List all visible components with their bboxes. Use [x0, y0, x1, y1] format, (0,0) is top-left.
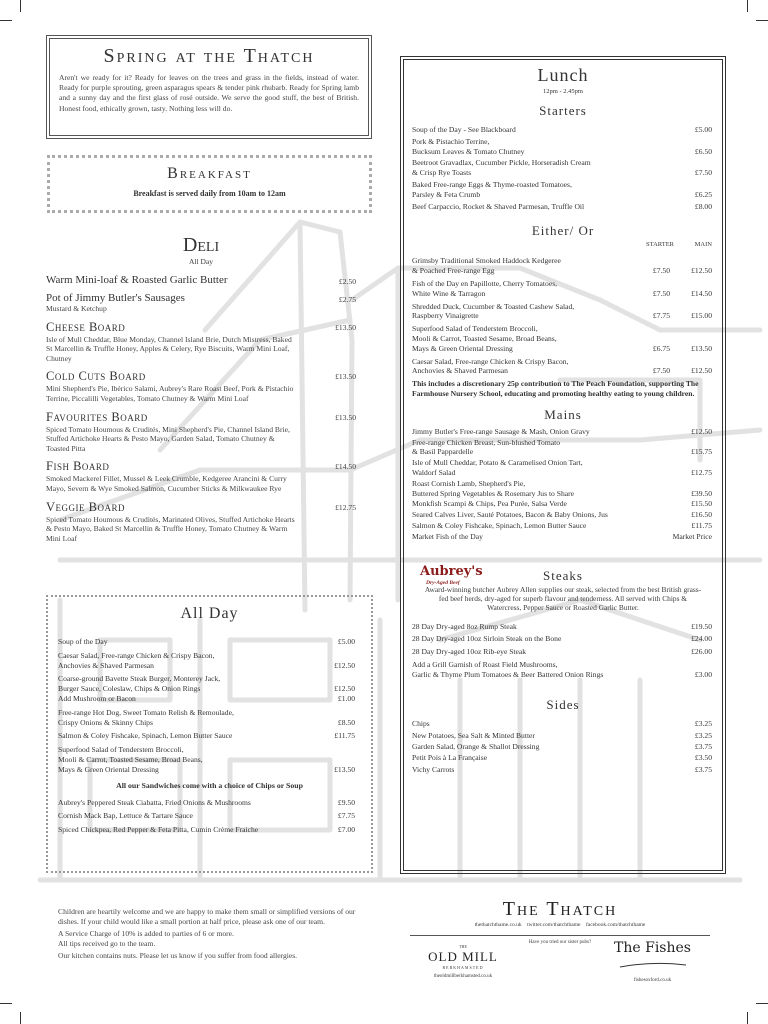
menu-item-name: Coarse-ground Bavette Steak Burger, Monterey Jack, Burger Sauce, Coleslaw, Chips & Onion Rings Add Mushroom or Bacon: [58, 674, 221, 703]
menu-row: [58, 674, 361, 703]
main-price: £15.00: [691, 311, 712, 321]
breakfast-text: Breakfast is served daily from 10am to 12am: [133, 189, 286, 198]
old-mill-place: BERKHAMSTED: [442, 965, 484, 970]
menu-item-name: Roast Cornish Lamb, Shepherd's Pie, Buttered Spring Vegetables & Rosemary Jus to Share: [412, 478, 575, 498]
deli-item-name: Favourites Board: [46, 409, 148, 424]
footnote: Children are heartily welcome and we are happy to make them small or simplified versions of our dishes. If your child would like a small portion at half price, please ask one of our team.: [58, 907, 356, 926]
menu-item-name: Soup of the Day - See Blackboard: [412, 125, 516, 134]
menu-item-name: New Potatoes, Sea Salt & Minted Butter: [412, 730, 535, 740]
menu-row: [412, 458, 714, 478]
menu-item-price: £15.50: [691, 499, 712, 509]
menu-item-price: £12.50: [691, 426, 712, 436]
deli-item-price: £14.50: [335, 462, 356, 472]
menu-item-price: £39.50: [691, 488, 712, 498]
starter-price: £7.50: [652, 366, 670, 376]
starter-price: £7.50: [652, 288, 670, 298]
menu-row: [412, 521, 714, 531]
deli-item: [46, 459, 356, 493]
menu-row: [412, 622, 714, 632]
deli-item-desc: Spiced Tomato Houmous & Crudités, Marinated Olives, Stuffed Artichoke Hearts & Pesto Mayo, Baked St Marcellin & Truffle Honey, Tomato Chutney & Warm Mini Loaf: [46, 514, 295, 543]
all-day-box: [46, 595, 373, 873]
deli-item-desc: Smoked Mackerel Fillet, Mussel & Leek Crumble, Kedgeree Arancini & Curry Mayo, Severn & Wye Smoked Salmon, Cucumber Sticks & Milkwaukee Rye: [46, 474, 287, 493]
deli-item-price: £13.50: [335, 372, 356, 382]
old-mill-the: THE: [459, 944, 467, 949]
brand-links: [410, 922, 710, 928]
menu-item-price: £11.75: [334, 731, 355, 741]
steaks-list: [412, 622, 714, 680]
menu-row: [58, 825, 361, 835]
menu-item-price: £12.75: [691, 467, 712, 477]
menu-item-name: Beef Carpaccio, Rocket & Shaved Parmesan, Truffle Oil: [412, 201, 585, 211]
deli-item-name: Veggie Board: [46, 499, 125, 514]
steaks-intro: Award-winning butcher Aubrey Allen supplies our steak, selected from the best British grass-fed beef herds, dry-aged for superb flavour and tenderness. All served with Chips & Watercress, Pepper Sauce or Roasted Garlic Butter.: [424, 584, 702, 613]
all-day-list: [58, 637, 361, 775]
menu-item-name: Spiced Chickpea, Red Pepper & Feta Pitta, Cumin Crème Fraiche: [58, 825, 259, 835]
menu-item-price: £11.75: [691, 520, 712, 530]
sandwich-list: [58, 798, 361, 835]
menu-item-name: Superfood Salad of Tenderstem Broccoli, Mooli & Carrot, Toasted Sesame, Broad Beans, Mays & Green Oriental Dressing: [58, 745, 203, 774]
main-price: £12.50: [691, 366, 712, 376]
old-mill-logo[interactable]: [418, 944, 508, 979]
starter-price: £7.50: [652, 266, 670, 276]
either-or-title: Either/ Or: [531, 223, 595, 239]
menu-row: [412, 753, 714, 763]
menu-item-name: Add a Grill Garnish of Roast Field Mushrooms, Garlic & Thyme Plum Tomatoes & Beer Battered Onion Rings: [412, 659, 604, 679]
sister-divider: [410, 930, 710, 945]
menu-row: [412, 660, 714, 680]
main-price: £14.50: [691, 288, 712, 298]
menu-item-price: £13.50: [334, 764, 355, 774]
menu-item-name: Soup of the Day: [58, 637, 108, 646]
menu-row: [412, 158, 714, 178]
facebook-link[interactable]: facebook.com/thatchthame: [585, 922, 646, 928]
starters-list: [412, 125, 714, 211]
menu-item-price: £7.00: [337, 825, 355, 835]
menu-row: [412, 137, 714, 157]
sister-pubs-prompt: Have you tried our sister pubs?: [526, 940, 594, 945]
menu-row: [58, 651, 361, 671]
sides-list: [412, 719, 714, 774]
deli-list: [46, 274, 356, 543]
twitter-link[interactable]: twitter.com/thatchthame: [527, 922, 581, 928]
menu-item-name: Salmon & Coley Fishcake, Spinach, Lemon Butter Sauce: [412, 520, 587, 530]
menu-item-price: £7.50: [694, 168, 712, 178]
menu-item-name: Seared Calves Liver, Sauté Potatoes, Bacon & Baby Onions, Jus: [412, 510, 608, 520]
fishes-name: The Fishes: [614, 940, 691, 956]
menu-row: [412, 742, 714, 752]
lunch-box: [400, 56, 726, 874]
deli-section: [46, 234, 356, 543]
old-mill-name: OLD MILL: [428, 949, 498, 964]
fishes-url: fishesoxford.co.uk: [633, 978, 672, 983]
either-or-row: [412, 357, 714, 377]
menu-row: [412, 180, 714, 200]
all-day-title: All Day: [180, 605, 239, 622]
menu-item-price: £8.00: [694, 201, 712, 211]
mains-title: Mains: [544, 406, 582, 422]
deli-item-name: Cold Cuts Board: [46, 369, 146, 384]
menu-item-price: £6.50: [694, 146, 712, 156]
menu-item-price: £19.50: [691, 621, 712, 631]
main-column-label: MAIN: [694, 241, 712, 249]
menu-item-name: Market Fish of the Day: [412, 531, 483, 541]
menu-row: [412, 202, 714, 212]
deli-item-desc: Mustard & Ketchup: [46, 304, 107, 313]
menu-item-name: Shredded Duck, Cucumber & Toasted Cashew Salad, Raspberry Vinaigrette: [412, 301, 575, 321]
either-or-row: [412, 256, 714, 276]
menu-item-name: Cornish Mack Bap, Lettuce & Tartare Sauce: [58, 811, 193, 821]
lunch-inner: [403, 59, 723, 871]
breakfast-title: Breakfast: [167, 165, 252, 182]
menu-row: [412, 719, 714, 729]
menu-item-price: £26.00: [691, 647, 712, 657]
either-or-list: [412, 256, 714, 376]
menu-item-price: £7.75: [337, 811, 355, 821]
website-link[interactable]: thethatchthame.co.uk: [474, 922, 522, 928]
spring-intro-inner: [49, 38, 369, 136]
menu-item-name: Caesar Salad, Free-range Chicken & Crispy Bacon, Anchovies & Shaved Parmesan: [412, 356, 569, 376]
menu-row: [58, 745, 361, 774]
deli-subtitle: All Day: [189, 257, 213, 266]
menu-row: [412, 765, 714, 775]
menu-item-name: Grimsby Traditional Smoked Haddock Kedgeree & Poached Free-range Egg: [412, 256, 561, 276]
menu-item-name: Free-range Chicken Breast, Sun-blushed Tomato & Basil Pappardelle: [412, 437, 561, 457]
lunch-title: Lunch: [537, 65, 589, 85]
deli-item-price: £13.50: [335, 412, 356, 422]
deli-item-name: Pot of Jimmy Butler's Sausages: [46, 292, 185, 304]
deli-item-desc: Mini Shepherd's Pie, Ibérico Salami, Aubrey's Rare Roast Beef, Pork & Pistachio Terrine, Piccalilli Vegetables, Tomato Chutney & Warm Mini Loaf: [46, 384, 294, 403]
menu-row: [58, 731, 361, 741]
fishes-swoosh-icon: [618, 961, 688, 969]
menu-row: [412, 634, 714, 644]
menu-row: [58, 798, 361, 808]
menu-item-price: £24.00: [691, 634, 712, 644]
menu-item-price: £6.25: [694, 189, 712, 199]
menu-item-price: £12.50 £1.00: [334, 684, 355, 703]
main-price: £12.50: [691, 266, 712, 276]
menu-item-price: £3.75: [694, 764, 712, 774]
brand-name: The Thatch: [502, 898, 618, 920]
divider-line: [410, 935, 710, 936]
aubreys-logo: Aubrey's: [420, 563, 483, 579]
either-or-row: [412, 324, 714, 353]
brand-footer: [410, 898, 710, 990]
menu-item-price: £8.50: [337, 717, 355, 727]
menu-row: [412, 647, 714, 657]
breakfast-box: [47, 155, 372, 213]
either-or-row: [412, 279, 714, 299]
menu-item-name: 28 Day Dry-aged 10oz Sirloin Steak on the Bone: [412, 634, 562, 644]
spring-title: Spring at the Thatch: [103, 45, 315, 67]
menu-item-price: £3.00: [694, 669, 712, 679]
menu-item-price: £16.50: [691, 510, 712, 520]
footer-notes: [58, 907, 358, 964]
footnote: Our kitchen contains nuts. Please let us know if you suffer from food allergies.: [58, 951, 298, 961]
menu-row: [58, 811, 361, 821]
menu-item-price: £3.25: [694, 730, 712, 740]
spring-text: Aren't we ready for it? Ready for leaves on the trees and grass in the fields, instead of water. Ready for purple sprouting, green asparagus spears & tender pink rhubarb. Ready for Spring lamb and a sunny day and the first glass of rosé outside. We serve the good stuff, the best of British. Honest food, ethically grown, tasty. Nothing less will do.: [59, 73, 359, 113]
menu-row: [412, 125, 714, 135]
sides-title: Sides: [546, 697, 580, 713]
footnote: A Service Charge of 10% is added to parties of 6 or more. All tips received go to the team.: [58, 929, 234, 948]
menu-item-name: Petit Pois à La Française: [412, 753, 488, 763]
menu-item-name: Fish of the Day en Papillotte, Cherry Tomatoes, White Wine & Tarragon: [412, 278, 558, 298]
fishes-logo[interactable]: [605, 940, 700, 983]
menu-row: [412, 532, 714, 542]
peach-foundation-note: This includes a discretionary 25p contribution to The Peach Foundation, supporting The Farmhouse Nursery School, educating and promoting healthy eating to young children.: [412, 379, 699, 398]
menu-item-name: Superfood Salad of Tenderstem Broccoli, Mooli & Carrot, Toasted Sesame, Broad Beans, Mays & Green Oriental Dressing: [412, 324, 557, 353]
deli-item: [46, 369, 356, 403]
starters-title: Starters: [539, 103, 587, 118]
menu-item-name: Jimmy Butler's Free-range Sausage & Mash, Onion Gravy: [412, 426, 590, 436]
menu-item-name: 28 Day Dry-aged 8oz Rump Steak: [412, 621, 517, 631]
lunch-time: 12pm - 2.45pm: [543, 88, 583, 95]
menu-row: [412, 427, 714, 437]
spring-intro-box: [46, 35, 372, 139]
aubreys-tagline: Dry-Aged Beef: [426, 579, 460, 586]
deli-title: Deli: [182, 234, 220, 256]
menu-item-name: Beetroot Gravadlax, Cucumber Pickle, Horseradish Cream & Crisp Rye Toasts: [412, 158, 591, 178]
deli-item: [46, 500, 356, 544]
deli-item-desc: Spiced Tomato Houmous & Crudités, Mini Shepherd's Pie, Channel Island Brie, Stuffed Artichoke Hearts & Pesto Mayo, Garden Salad, Tomato Chutney & Toasted Pitta: [46, 424, 290, 453]
mains-list: [412, 427, 714, 542]
menu-row: [58, 708, 361, 728]
deli-item-name: Fish Board: [46, 459, 110, 474]
menu-item-price: Market Price: [672, 531, 712, 541]
menu-item-price: £9.50: [337, 797, 355, 807]
old-mill-url: theoldmillberkhamsted.co.uk: [433, 974, 493, 979]
menu-item-name: Garden Salad, Orange & Shallot Dressing: [412, 742, 540, 752]
either-or-header: [412, 241, 714, 251]
menu-item-name: Vichy Carrots: [412, 764, 455, 774]
sandwich-note: All our Sandwiches come with a choice of Chips or Soup: [116, 780, 303, 790]
deli-item-price: £13.50: [335, 322, 356, 332]
deli-item-name: Warm Mini-loaf & Roasted Garlic Butter: [46, 274, 228, 286]
deli-item-price: £12.75: [335, 502, 356, 512]
menu-item-price: £3.50: [694, 753, 712, 763]
deli-item-name: Cheese Board: [46, 319, 126, 334]
starter-price: £7.75: [652, 311, 670, 321]
sister-pubs: [410, 940, 710, 990]
steaks-title: Steaks: [543, 567, 583, 583]
main-price: £13.50: [691, 343, 712, 353]
deli-item: [46, 320, 356, 364]
menu-item-price: £5.00: [694, 125, 712, 134]
menu-item-price: £15.75: [691, 447, 712, 457]
menu-row: [412, 438, 714, 458]
menu-item-name: Isle of Mull Cheddar, Potato & Caramelised Onion Tart, Waldorf Salad: [412, 458, 583, 477]
menu-item-name: Monkfish Scampi & Chips, Pea Purée, Salsa Verde: [412, 499, 567, 509]
menu-item-name: Salmon & Coley Fishcake, Spinach, Lemon Butter Sauce: [58, 731, 233, 741]
deli-item-price: £2.50: [338, 277, 356, 286]
menu-item-name: Chips: [412, 719, 430, 729]
deli-item-price: £2.75: [338, 295, 356, 304]
menu-item-name: Pork & Pistachio Terrine, Bucksum Leaves & Tomato Chutney: [412, 136, 525, 156]
deli-item-desc: Isle of Mull Cheddar, Blue Monday, Channel Island Brie, Dutch Mistress, Baked St Marcellin & Truffle Honey, Apples & Celery, Rye Biscuits, Warm Mini Loaf, Chutney: [46, 334, 292, 363]
deli-item: [46, 410, 356, 454]
deli-item: [46, 292, 356, 314]
menu-item-price: £12.50: [334, 660, 355, 670]
menu-row: [412, 479, 714, 499]
menu-item-name: 28 Day Dry-aged 10oz Rib-eye Steak: [412, 647, 527, 657]
starter-price: £6.75: [652, 343, 670, 353]
menu-item-name: Free-range Hot Dog, Sweet Tomato Relish & Remoulade, Crispy Onions & Skinny Chips: [58, 707, 234, 727]
deli-item: [46, 274, 356, 286]
menu-row: [412, 510, 714, 520]
menu-item-price: £3.75: [694, 742, 712, 752]
menu-item-name: Baked Free-range Eggs & Thyme-roasted Tomatoes, Parsley & Feta Crumb: [412, 179, 572, 199]
menu-item-price: £5.00: [337, 637, 355, 646]
menu-row: [58, 637, 361, 647]
steaks-header: [412, 564, 714, 612]
menu-row: [412, 731, 714, 741]
menu-row: [412, 499, 714, 509]
either-or-row: [412, 302, 714, 322]
menu-item-price: £3.25: [694, 719, 712, 729]
menu-item-name: Caesar Salad, Free-range Chicken & Crispy Bacon, Anchovies & Shaved Parmesan: [58, 650, 215, 670]
menu-item-name: Aubrey's Peppered Steak Ciabatta, Fried Onions & Mushrooms: [58, 797, 251, 807]
starter-column-label: STARTER: [646, 241, 674, 249]
